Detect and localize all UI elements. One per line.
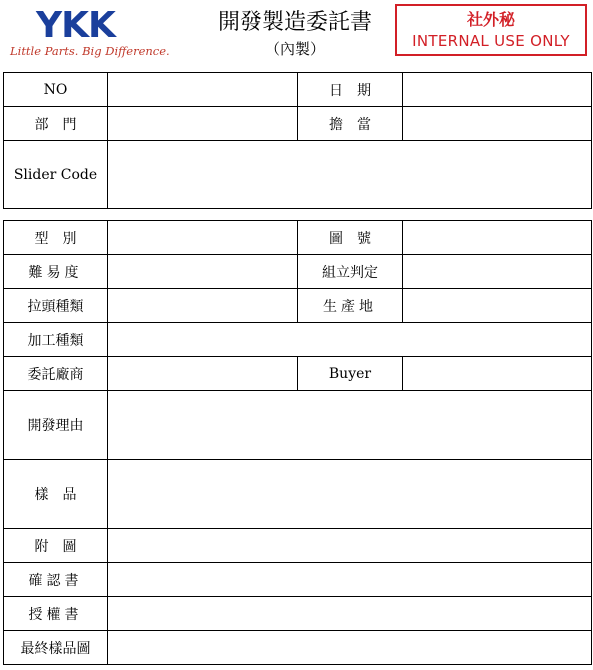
table-row (4, 357, 592, 391)
confidential-label-zh: 社外秘 (466, 10, 515, 29)
no-label: NO (4, 73, 108, 107)
final-sample-drawing-field[interactable] (108, 631, 592, 665)
difficulty-field[interactable] (108, 255, 298, 289)
buyer-label: Buyer (298, 357, 403, 391)
authorization-field[interactable] (108, 597, 592, 631)
date-label: 日 期 (298, 73, 403, 107)
slider-code-field[interactable] (108, 141, 592, 209)
table-row (4, 631, 592, 665)
slider-code-label: Slider Code (4, 141, 108, 209)
model-label: 型 別 (4, 221, 108, 255)
sample-label: 樣 品 (4, 460, 108, 529)
document-subtitle: （內製） (264, 40, 325, 58)
processing-type-label: 加工種類 (4, 323, 108, 357)
model-field[interactable] (108, 221, 298, 255)
authorization-label: 授權書 (4, 597, 108, 631)
contractor-label: 委託廠商 (4, 357, 108, 391)
buyer-field[interactable] (403, 357, 592, 391)
table-row (4, 141, 592, 209)
attached-drawing-label: 附 圖 (4, 529, 108, 563)
drawing-no-label: 圖 號 (298, 221, 403, 255)
production-site-label: 生產地 (298, 289, 403, 323)
date-field[interactable] (403, 73, 592, 107)
puller-type-field[interactable] (108, 289, 298, 323)
assembly-judgement-label: 組立判定 (298, 255, 403, 289)
processing-type-field[interactable] (108, 323, 592, 357)
attached-drawing-field[interactable] (108, 529, 592, 563)
development-reason-field[interactable] (108, 391, 592, 460)
final-sample-drawing-label: 最終樣品圖 (4, 631, 108, 665)
header (0, 0, 593, 66)
confidential-stamp (395, 4, 587, 56)
logo-tagline: Little Parts. Big Difference. (10, 44, 170, 58)
development-reason-label: 開發理由 (4, 391, 108, 460)
contractor-field[interactable] (108, 357, 298, 391)
department-label: 部 門 (4, 107, 108, 141)
confidential-label-en: INTERNAL USE ONLY (412, 32, 570, 50)
department-field[interactable] (108, 107, 298, 141)
drawing-no-field[interactable] (403, 221, 592, 255)
table-row (4, 255, 592, 289)
title-block (200, 10, 390, 60)
no-field[interactable] (108, 73, 298, 107)
table-row (4, 460, 592, 529)
puller-type-label: 拉頭種類 (4, 289, 108, 323)
person-in-charge-label: 擔 當 (298, 107, 403, 141)
table-row (4, 73, 592, 107)
confirmation-label: 確認書 (4, 563, 108, 597)
table-row (4, 529, 592, 563)
ykk-logo (10, 4, 180, 62)
document-title: 開發製造委託書 (217, 10, 372, 35)
person-in-charge-field[interactable] (403, 107, 592, 141)
table-row (4, 323, 592, 357)
table-row (4, 289, 592, 323)
production-site-field[interactable] (403, 289, 592, 323)
table-row (4, 221, 592, 255)
logo-mark: YKK (36, 5, 115, 46)
development-details-table (3, 220, 592, 665)
table-row (4, 563, 592, 597)
sample-field[interactable] (108, 460, 592, 529)
request-info-table (3, 72, 592, 209)
difficulty-label: 難易度 (4, 255, 108, 289)
confirmation-field[interactable] (108, 563, 592, 597)
table-row (4, 391, 592, 460)
table-row (4, 597, 592, 631)
table-row (4, 107, 592, 141)
assembly-judgement-field[interactable] (403, 255, 592, 289)
